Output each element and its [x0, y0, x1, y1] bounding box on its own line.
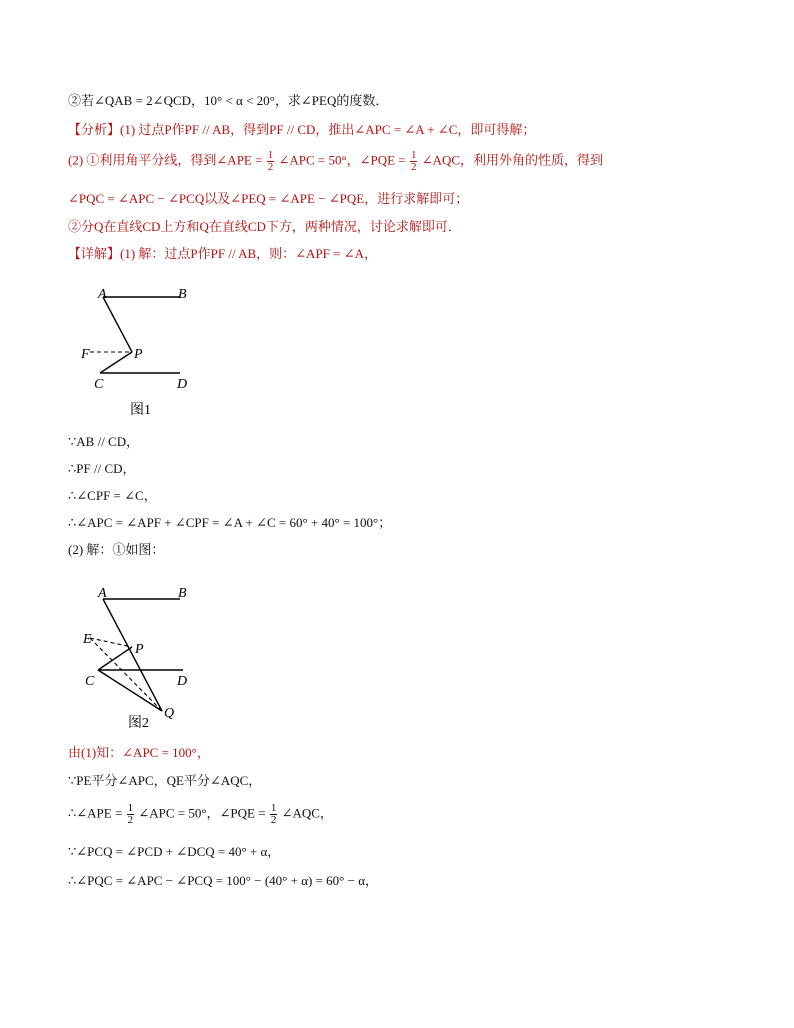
- segment-cq-inner: [98, 670, 162, 711]
- figure-1: [70, 280, 210, 420]
- segment-pc: [100, 352, 132, 373]
- fraction-half: $\frac{1}{2}$: [410, 149, 417, 173]
- segment-pc: [98, 647, 132, 670]
- step-6: 由(1)知：∠APC = 100°，: [68, 745, 210, 760]
- label-a: A: [98, 287, 107, 302]
- label-f: F: [81, 347, 90, 362]
- step-7: ∵PE平分∠APC，QE平分∠AQC，: [68, 773, 262, 788]
- analysis-line-3: ∠PQC = ∠APC − ∠PCQ以及∠PEQ = ∠APE − ∠PQE，进行求解即可；: [68, 191, 469, 206]
- fraction-half: $\frac{1}{2}$: [270, 802, 277, 826]
- question-2: ②若∠QAB = 2∠QCD，10° < α < 20°，求∠PEQ的度数．: [68, 93, 389, 108]
- segment-ap: [103, 297, 132, 352]
- label-a: A: [98, 586, 107, 601]
- analysis-line-1: 【分析】(1) 过点P作PF // AB，得到PF // CD，推出∠APC = ∠A + ∠C，即可得解；: [68, 122, 536, 137]
- segment-eq-dashed: [90, 638, 162, 711]
- step-9: ∵∠PCQ = ∠PCD + ∠DCQ = 40° + α，: [68, 844, 281, 859]
- step-8-prefix: ∴∠APE =: [68, 805, 123, 821]
- label-d: D: [177, 377, 188, 392]
- detail-line-1: 【详解】(1) 解：过点P作PF // AB，则：∠APF = ∠A，: [68, 246, 378, 261]
- step-2: ∴PF // CD，: [68, 461, 136, 476]
- label-q: Q: [164, 706, 175, 721]
- analysis-2-mid: ∠APC = 50°，∠PQE =: [278, 152, 406, 168]
- fraction-half: $\frac{1}{2}$: [127, 802, 134, 826]
- step-10: ∴∠PQC = ∠APC − ∠PCQ = 100° − (40° + α) = 60° − α，: [68, 873, 379, 888]
- step-8-mid: ∠APC = 50°，∠PQE =: [138, 805, 266, 821]
- figure-1-caption: 图1: [130, 403, 151, 418]
- label-b: B: [178, 287, 187, 302]
- label-c: C: [85, 674, 95, 689]
- label-e: E: [83, 632, 92, 647]
- figure-2: [70, 575, 220, 735]
- step-8: [68, 803, 333, 826]
- step-4: ∴∠APC = ∠APF + ∠CPF = ∠A + ∠C = 60° + 40° = 100°；: [68, 515, 392, 530]
- fraction-half: $\frac{1}{2}$: [267, 149, 274, 173]
- analysis-line-4: ②分Q在直线CD上方和Q在直线CD下方，两种情况，讨论求解即可．: [68, 219, 461, 234]
- label-p: P: [134, 347, 143, 362]
- segment-aq: [103, 599, 162, 711]
- analysis-line-2: [68, 150, 603, 173]
- step-3: ∴∠CPF = ∠C，: [68, 488, 157, 503]
- label-b: B: [178, 586, 187, 601]
- step-1: ∵AB // CD，: [68, 434, 140, 449]
- label-p: P: [135, 642, 144, 657]
- step-8-suffix: ∠AQC，: [281, 805, 333, 821]
- figure-2-caption: 图2: [128, 716, 149, 731]
- analysis-2-suffix: ∠AQC，利用外角的性质，得到: [421, 152, 604, 168]
- part-2-heading: (2) 解：①如图：: [68, 542, 165, 557]
- analysis-2-prefix: (2) ①利用角平分线，得到∠APE =: [68, 152, 263, 168]
- label-c: C: [94, 377, 104, 392]
- label-d: D: [177, 674, 188, 689]
